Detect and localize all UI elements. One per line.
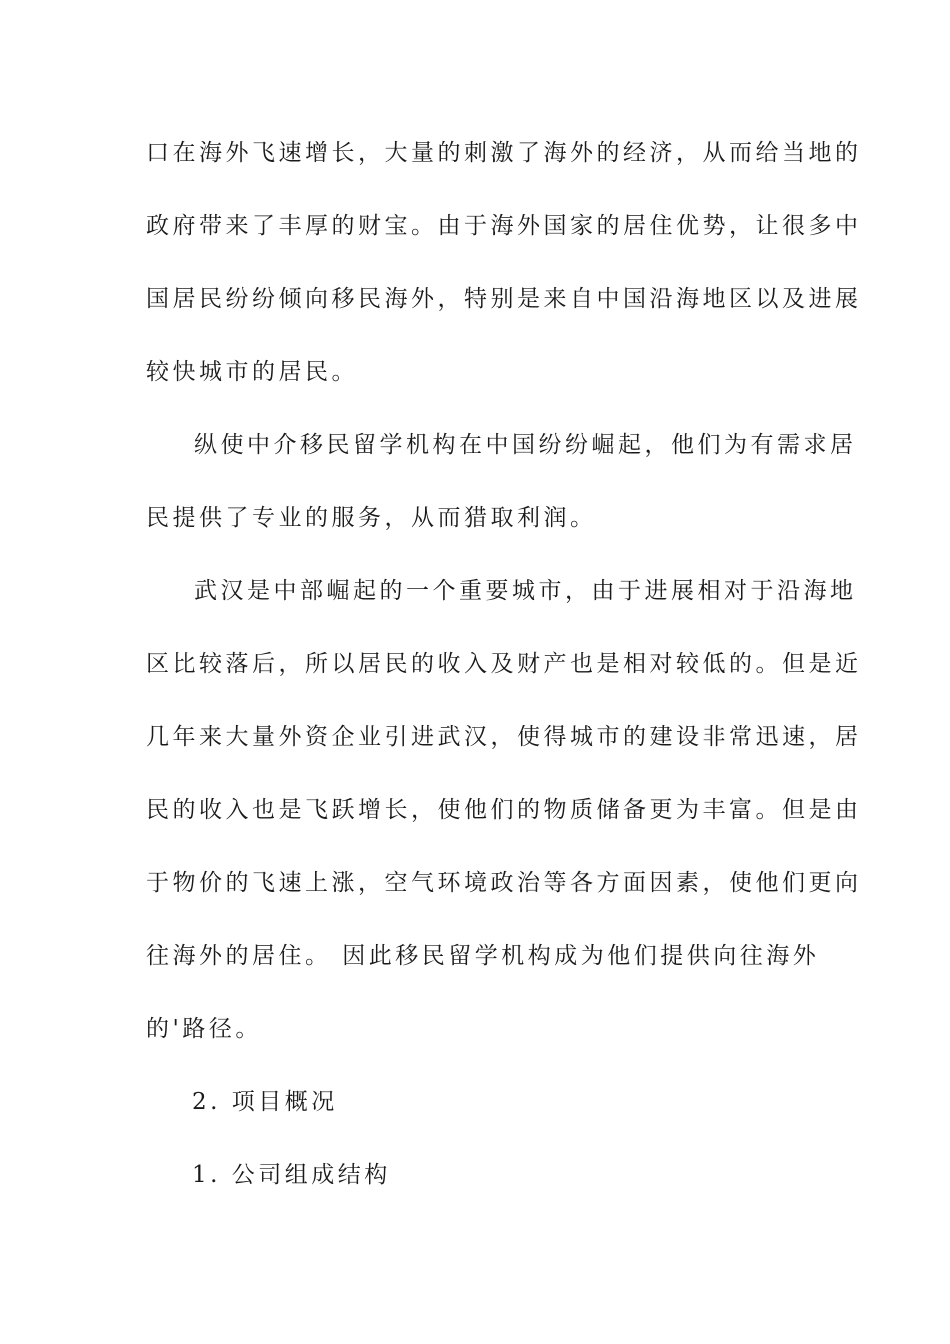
text-line: 于物价的飞速上涨，空气环境政治等各方面因素，使他们更向: [146, 870, 862, 896]
text-line: 往海外的居住。 因此移民留学机构成为他们提供向往海外: [146, 943, 820, 969]
text-line: 的'路径。: [146, 1016, 262, 1042]
text-line: 民的收入也是飞跃增长，使他们的物质储备更为丰富。但是由: [146, 797, 862, 823]
text-line: 武汉是中部崛起的一个重要城市，由于进展相对于沿海地: [194, 578, 857, 604]
text-line: 较快城市的居民。: [146, 359, 358, 385]
text-line: 纵使中介移民留学机构在中国纷纷崛起，他们为有需求居: [194, 432, 857, 458]
text-line: 国居民纷纷倾向移民海外，特别是来自中国沿海地区以及进展: [146, 286, 862, 312]
section-heading: 2. 项目概况: [192, 1089, 338, 1115]
text-line: 区比较落后，所以居民的收入及财产也是相对较低的。但是近: [146, 651, 862, 677]
text-line: 民提供了专业的服务，从而猎取利润。: [146, 505, 597, 531]
document-body: [146, 117, 862, 1212]
subsection-heading: 1. 公司组成结构: [192, 1162, 391, 1188]
text-line: 口在海外飞速增长，大量的刺激了海外的经济，从而给当地的: [146, 140, 862, 166]
paragraph-2: [146, 409, 857, 555]
paragraph-1: [146, 117, 862, 409]
text-line: 政府带来了丰厚的财宝。由于海外国家的居住优势，让很多中: [146, 213, 862, 239]
paragraph-3: [146, 555, 862, 1066]
text-line: 几年来大量外资企业引进武汉，使得城市的建设非常迅速，居: [146, 724, 862, 750]
